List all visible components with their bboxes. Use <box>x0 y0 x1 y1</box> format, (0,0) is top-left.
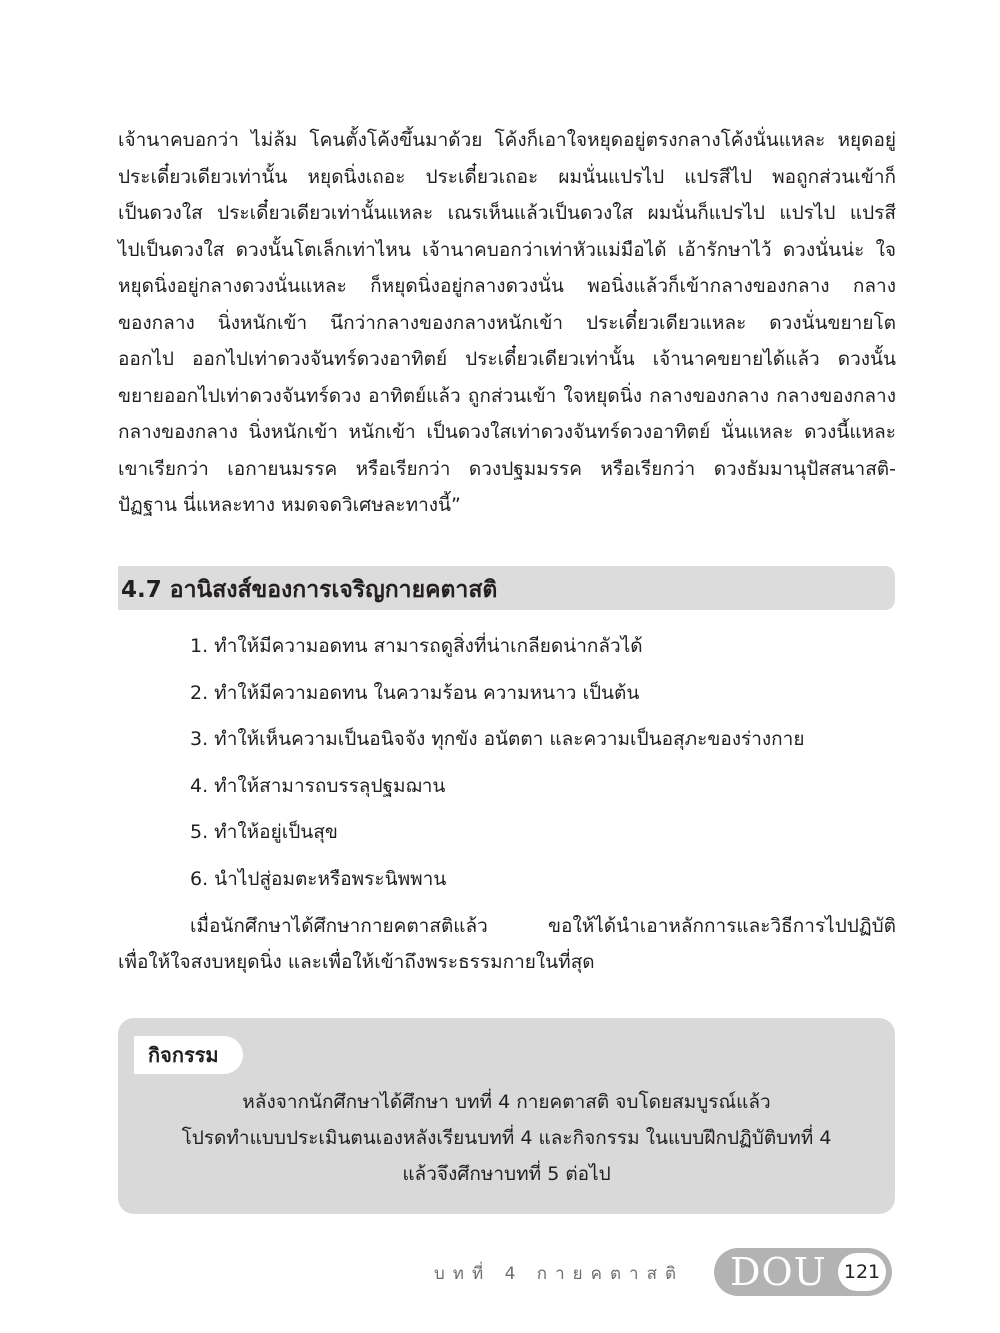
activity-line: หลังจากนักศึกษาได้ศึกษา บทที่ 4 กายคตาสติ จบโดยสมบูรณ์แล้ว <box>242 1091 771 1113</box>
activity-line: โปรดทำแบบประเมินตนเองหลังเรียนบทที่ 4 และกิจกรรม ในแบบฝึกปฏิบัติบทที่ 4 <box>181 1127 832 1149</box>
list-item: 5. ทำให้อยู่เป็นสุข <box>190 821 338 843</box>
dou-logo: DOU <box>730 1250 827 1294</box>
closing-line: เพื่อให้ใจสงบหยุดนิ่ง และเพื่อให้เข้าถึงพระธรรมกายในที่สุด <box>118 951 595 973</box>
list-item: 6. นำไปสู่อมตะหรือพระนิพพาน <box>190 867 447 890</box>
section-heading-bar <box>118 566 895 610</box>
body-paragraph <box>118 122 896 524</box>
closing-paragraph <box>118 908 896 980</box>
list-item: 2. ทำให้มีความอดทน ในความร้อน ความหนาว เป็นต้น <box>190 681 640 704</box>
activity-line: แล้วจึงศึกษาบทที่ 5 ต่อไป <box>402 1163 611 1185</box>
footer-chapter-title: บทที่ 4 กายคตาสติ <box>433 1264 684 1284</box>
footer-badge <box>714 1248 892 1296</box>
activity-label: กิจกรรม <box>134 1036 243 1074</box>
paragraph-line: กลางของกลาง นิ่งหนักเข้า หนักเข้า เป็นดวงใสเท่าดวงจันทร์ดวงอาทิตย์ นั่นแหละ ดวงนี้แหละ <box>118 421 896 443</box>
closing-line: เมื่อนักศึกษาได้ศึกษากายคตาสติแล้ว ขอให้ได้นำเอาหลักการและวิธีการไปปฏิบัติ <box>190 915 896 937</box>
paragraph-line: ของกลาง นิ่งหนักเข้า นึกว่ากลางของกลางหนักเข้า ประเดี๋ยวเดียวแหละ ดวงนั่นขยายโต <box>118 311 896 334</box>
paragraph-line: หยุดนิ่งอยู่กลางดวงนั่นแหละ ก็หยุดนิ่งอยู่กลางดวงนั่น พอนิ่งแล้วก็เข้ากลางของกลาง กลาง <box>118 275 896 297</box>
paragraph-line: ปัฏฐาน นี่แหละทาง หมดจดวิเศษละทางนี้” <box>118 494 461 516</box>
paragraph-line: ไปเป็นดวงใส ดวงนั้นโตเล็กเท่าไหน เจ้านาคบอกว่าเท่าหัวแม่มือได้ เอ้ารักษาไว้ ดวงนั่นน่ะ ใจ <box>118 238 896 261</box>
list-item: 4. ทำให้สามารถบรรลุปฐมฌาน <box>190 774 446 797</box>
section-heading-title: 4.7 อานิสงส์ของการเจริญกายคตาสติ <box>121 577 498 603</box>
page-number: 121 <box>838 1253 886 1291</box>
paragraph-line: เจ้านาคบอกว่า ไม่ล้ม โคนตั้งโค้งขึ้นมาด้วย โค้งก็เอาใจหยุดอยู่ตรงกลางโค้งนั่นแหละ หยุดอยู่ <box>118 129 896 151</box>
activity-text <box>118 1084 895 1192</box>
list-item: 3. ทำให้เห็นความเป็นอนิจจัง ทุกขัง อนัตตา และความเป็นอสุภะของร่างกาย <box>190 728 805 750</box>
paragraph-line: ขยายออกไปเท่าดวงจันทร์ดวง อาทิตย์แล้ว ถูกส่วนเข้า ใจหยุดนิ่ง กลางของกลาง กลางของกลาง <box>118 384 896 407</box>
paragraph-line: ออกไป ออกไปเท่าดวงจันทร์ดวงอาทิตย์ ประเดี๋ยวเดียวเท่านั้น เจ้านาคขยายได้แล้ว ดวงนั้น <box>118 348 896 370</box>
paragraph-line: ประเดี๋ยวเดียวเท่านั้น หยุดนิ่งเถอะ ประเดี๋ยวเถอะ ผมนั่นแปรไป แปรสีไป พอถูกส่วนเข้าก็ <box>118 165 896 188</box>
paragraph-line: เขาเรียกว่า เอกายนมรรค หรือเรียกว่า ดวงปฐมมรรค หรือเรียกว่า ดวงธัมมานุปัสสนาสติ- <box>118 457 896 480</box>
list-item: 1. ทำให้มีความอดทน สามารถดูสิ่งที่น่าเกลียดน่ากลัวได้ <box>190 635 643 657</box>
paragraph-line: เป็นดวงใส ประเดี๋ยวเดียวเท่านั้นแหละ เณรเห็นแล้วเป็นดวงใส ผมนั่นก็แปรไป แปรไป แปรสี <box>118 202 896 224</box>
activity-box <box>118 1018 895 1214</box>
benefits-list <box>190 628 804 907</box>
